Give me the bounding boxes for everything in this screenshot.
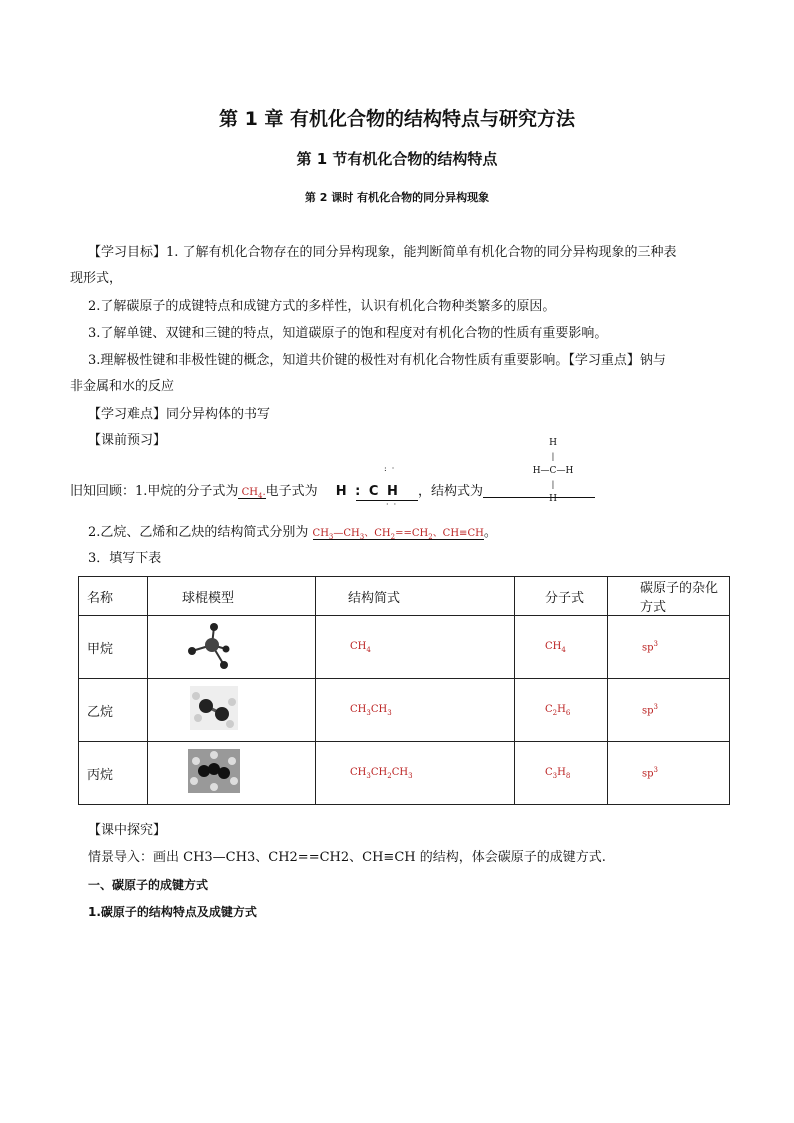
formula-cell: $C_2H_6$ (515, 679, 608, 742)
header-formula: 分子式 (515, 577, 608, 616)
difficulty: 【学习难点】同分异构体的书写 (88, 407, 271, 422)
table-row (79, 616, 730, 679)
explore-intro: 情景导入：画出 CH3—CH3、CH2==CH2、CH≡CH 的结构，体会碳原子的成键方式. (88, 850, 606, 865)
answer-methane-formula: $CH_4$. (238, 487, 266, 500)
question-3: 3．填写下表 (88, 551, 162, 566)
goals-line1b: 现形式， (70, 271, 123, 286)
heading-structure: 1.碳原子的结构特点及成键方式 (88, 905, 257, 919)
goals-line4b: 非金属和水的反应 (70, 379, 175, 394)
electron-dots-bottom: · · (386, 500, 397, 509)
row-name: 丙烷 (79, 742, 148, 805)
methane-model-icon (184, 621, 244, 669)
row-name: 甲烷 (79, 616, 148, 679)
header-name: 名称 (79, 577, 148, 616)
electron-formula-underline (356, 500, 418, 501)
electron-dots-top: : · (384, 464, 395, 473)
model-cell (148, 742, 316, 805)
row-name: 乙烷 (79, 679, 148, 742)
preview-label: 【课前预习】 (88, 433, 167, 448)
goals-line3: 3.了解单键、双键和三键的特点，知道碳原子的饱和程度对有机化合物的性质有重要影响。 (88, 326, 608, 341)
table-row (79, 742, 730, 805)
electron-formula: H : C H (335, 484, 400, 499)
table-header-row (79, 577, 730, 616)
formula-cell: $CH_4$ (515, 616, 608, 679)
lesson-title: 第 2 课时 有机化合物的同分异构现象 (304, 191, 490, 204)
simple-cell: $CH_4$ (316, 616, 515, 679)
simple-cell: $CH_3CH_3$ (316, 679, 515, 742)
hybrid-cell: $sp^3$ (608, 616, 730, 679)
goals-line4: 3.理解极性键和非极性键的概念，知道共价键的极性对有机化合物性质有重要影响。【学习重点】钠与 (88, 353, 666, 368)
model-cell (148, 679, 316, 742)
goals-line2: 2.了解碳原子的成键特点和成键方式的多样性，认识有机化合物种类繁多的原因。 (88, 299, 556, 314)
explore-label: 【课中探究】 (88, 823, 167, 838)
ethane-model-icon (184, 684, 244, 732)
simple-cell: $CH_3CH_2CH_3$ (316, 742, 515, 805)
propane-model-icon (184, 747, 244, 795)
section-title: 第 1 节有机化合物的结构特点 (296, 150, 498, 168)
header-model: 球棍模型 (148, 577, 316, 616)
header-simple: 结构简式 (316, 577, 515, 616)
answer-structural-simple: $CH_3—CH_3$、$CH_2==CH_2$、CH≡CH (312, 528, 484, 541)
structural-formula: H | H—C—H | H (532, 438, 574, 504)
header-hybrid: 碳原子的杂化方式 (608, 577, 730, 616)
model-cell (148, 616, 316, 679)
review-line: 旧知回顾：1.甲烷的分子式为 $CH_4$.电子式为 H : C H ，结构式为 (70, 483, 595, 505)
formula-cell: $C_3H_8$ (515, 742, 608, 805)
hybrid-cell: $sp^3$ (608, 679, 730, 742)
goals-line1: 【学习目标】1. 了解有机化合物存在的同分异构现象，能判断简单有机化合物的同分异构现象的三种表 (88, 245, 677, 260)
chapter-title: 第 1 章 有机化合物的结构特点与研究方法 (218, 108, 576, 130)
table-row (79, 679, 730, 742)
heading-bonding: 一、碳原子的成键方式 (88, 878, 209, 892)
blank-structural-formula[interactable] (483, 483, 595, 498)
alkane-table (78, 576, 730, 805)
question-2: 2.乙烷、乙烯和乙炔的结构简式分别为 $CH_3—CH_3$、$CH_2==CH_2$、CH≡CH。 (88, 525, 497, 541)
hybrid-cell: $sp^3$ (608, 742, 730, 805)
